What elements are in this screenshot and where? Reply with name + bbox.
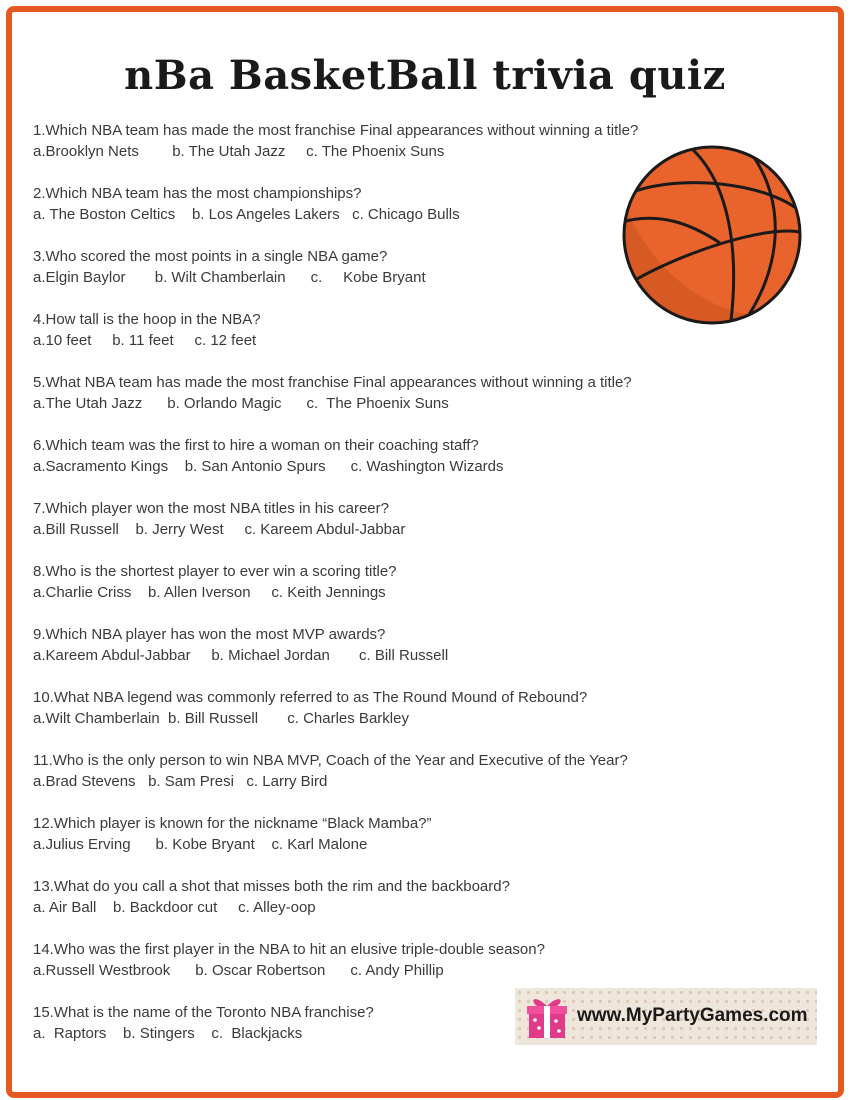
question-options: a. Air Ball b. Backdoor cut c. Alley-oop xyxy=(33,899,316,916)
question-options: a.Brad Stevens b. Sam Presi c. Larry Bird xyxy=(33,773,328,790)
question-5 xyxy=(33,372,723,435)
question-text: 1.Which NBA team has made the most franchise Final appearances without winning a title? xyxy=(33,122,639,139)
page-title: nBa BasketBall trivia quiz xyxy=(124,52,726,99)
question-11 xyxy=(33,750,723,813)
question-options: a.Bill Russell b. Jerry West c. Kareem Abdul-Jabbar xyxy=(33,521,406,538)
question-options: a.The Utah Jazz b. Orlando Magic c. The Phoenix Suns xyxy=(33,395,449,412)
question-12 xyxy=(33,813,723,876)
question-text: 15.What is the name of the Toronto NBA franchise? xyxy=(33,1004,374,1021)
question-text: 14.Who was the first player in the NBA to hit an elusive triple-double season? xyxy=(33,941,545,958)
question-options: a.Brooklyn Nets b. The Utah Jazz c. The Phoenix Suns xyxy=(33,143,445,160)
question-text: 10.What NBA legend was commonly referred to as The Round Mound of Rebound? xyxy=(33,689,588,706)
question-text: 7.Which player won the most NBA titles in his career? xyxy=(33,500,389,517)
question-options: a.Russell Westbrook b. Oscar Robertson c. Andy Phillip xyxy=(33,962,444,979)
basketball-icon xyxy=(620,143,804,327)
question-text: 3.Who scored the most points in a single NBA game? xyxy=(33,248,388,265)
question-options: a.Sacramento Kings b. San Antonio Spurs c. Washington Wizards xyxy=(33,458,504,475)
gift-icon xyxy=(525,994,569,1040)
question-7 xyxy=(33,498,723,561)
question-text: 2.Which NBA team has the most championships? xyxy=(33,185,362,202)
question-text: 5.What NBA team has made the most franchise Final appearances without winning a title? xyxy=(33,374,632,391)
question-13 xyxy=(33,876,723,939)
question-text: 12.Which player is known for the nickname “Black Mamba?” xyxy=(33,815,432,832)
question-options: a.Julius Erving b. Kobe Bryant c. Karl Malone xyxy=(33,836,368,853)
question-10 xyxy=(33,687,723,750)
question-options: a. The Boston Celtics b. Los Angeles Lakers c. Chicago Bulls xyxy=(33,206,460,223)
question-text: 13.What do you call a shot that misses both the rim and the backboard? xyxy=(33,878,510,895)
question-8 xyxy=(33,561,723,624)
question-text: 8.Who is the shortest player to ever win a scoring title? xyxy=(33,563,397,580)
question-text: 4.How tall is the hoop in the NBA? xyxy=(33,311,261,328)
question-9 xyxy=(33,624,723,687)
question-6 xyxy=(33,435,723,498)
question-options: a.10 feet b. 11 feet c. 12 feet xyxy=(33,332,257,349)
question-text: 9.Which NBA player has won the most MVP awards? xyxy=(33,626,386,643)
site-logo xyxy=(515,988,817,1045)
question-options: a.Kareem Abdul-Jabbar b. Michael Jordan c. Bill Russell xyxy=(33,647,449,664)
question-options: a.Charlie Criss b. Allen Iverson c. Keith Jennings xyxy=(33,584,386,601)
question-options: a.Wilt Chamberlain b. Bill Russell c. Charles Barkley xyxy=(33,710,409,727)
site-url: www.MyPartyGames.com xyxy=(577,1005,808,1026)
question-options: a.Elgin Baylor b. Wilt Chamberlain c. Kobe Bryant xyxy=(33,269,426,286)
question-options: a. Raptors b. Stingers c. Blackjacks xyxy=(33,1025,303,1042)
question-text: 11.Who is the only person to win NBA MVP, Coach of the Year and Executive of the Year? xyxy=(33,752,628,769)
question-text: 6.Which team was the first to hire a woman on their coaching staff? xyxy=(33,437,479,454)
